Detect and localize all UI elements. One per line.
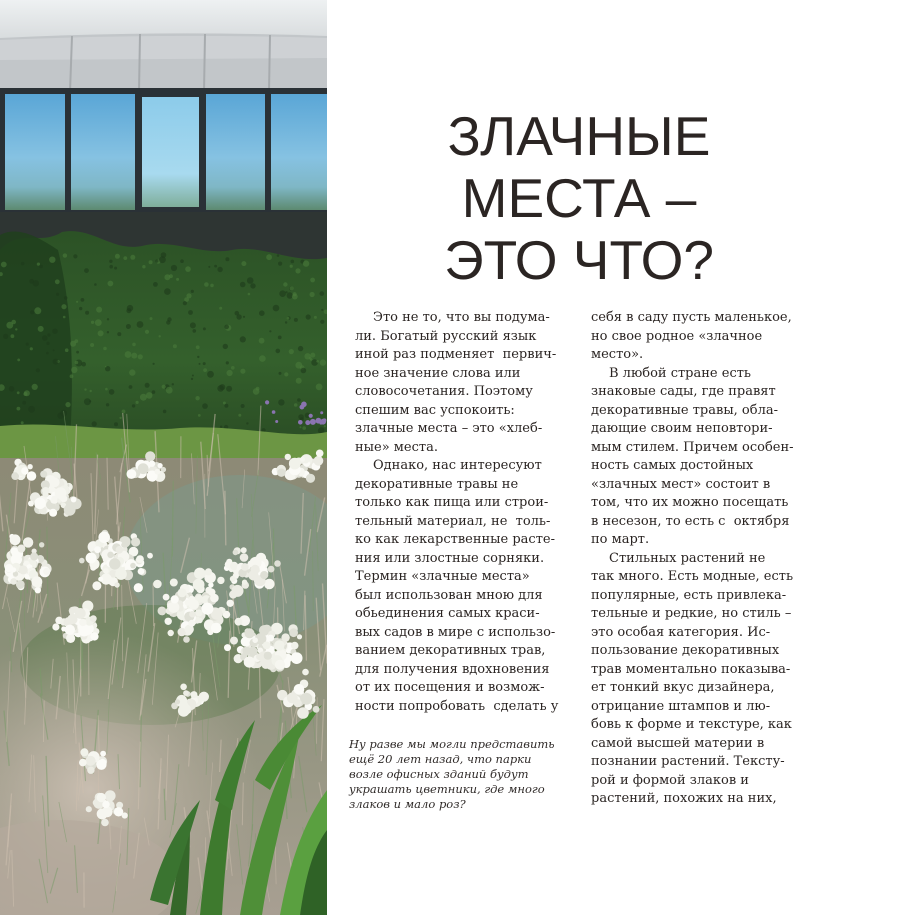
text-line: знаковые сады, где правят — [591, 384, 776, 399]
text-line: Это не то, что вы подума- — [373, 310, 550, 325]
meadow — [0, 406, 327, 915]
text-line: спешим вас успокоить: — [355, 402, 515, 418]
text-line: но свое родное «злачное — [591, 328, 763, 344]
text-line: это особая категория. Ис- — [591, 624, 771, 640]
text-line: был использован мною для — [355, 587, 543, 603]
text-line: самой высшей материи в — [591, 735, 765, 751]
text-line: ное значение слова или — [355, 365, 521, 381]
text-line: словосочетания. Поэтому — [355, 384, 533, 399]
text-column-left — [355, 309, 565, 716]
text-line: ещё 20 лет назад, что парки — [349, 752, 532, 766]
title-line: МЕСТА – — [461, 167, 697, 229]
text-line: популярные, есть привлека- — [591, 587, 787, 603]
title-line: ЗЛАЧНЫЕ — [447, 105, 711, 167]
text-line: рой и формой злаков и — [591, 772, 749, 788]
text-line: ко как лекарственные расте- — [355, 532, 555, 547]
text-line: возле офисных зданий будут — [349, 767, 529, 781]
text-line: Стильных растений не — [609, 550, 766, 566]
text-line: в несезон, то есть с октября — [591, 513, 790, 529]
text-line: украшать цветники, где много — [349, 782, 545, 796]
text-column-right — [591, 309, 813, 809]
text-line: обьединения самых краси- — [355, 606, 540, 621]
building — [0, 0, 327, 274]
text-line: познании растений. Тексту- — [591, 754, 785, 769]
text-line: Однако, нас интересуют — [373, 458, 542, 473]
text-line: мым стилем. Причем особен- — [591, 439, 794, 455]
text-line: В любой стране есть — [609, 365, 751, 381]
text-line: ванием декоративных трав, — [355, 643, 546, 658]
text-line: пользование декоративных — [591, 643, 780, 658]
text-line: отрицание штампов и лю- — [591, 698, 771, 714]
text-line: тельные и редкие, но стиль – — [591, 606, 792, 621]
text-line: иной раз подменяет первич- — [355, 347, 557, 362]
text-line: по март. — [591, 532, 650, 547]
text-line: бовь к форме и текстуре, как — [591, 717, 792, 732]
text-line: том, что их можно посещать — [591, 495, 789, 510]
photo-caption — [349, 737, 564, 812]
text-line: вых садов в мире с использо- — [355, 624, 556, 640]
text-line: место». — [591, 347, 644, 362]
text-line: злачные места – это «хлеб- — [355, 421, 543, 436]
text-line: дающие своим неповтори- — [591, 421, 773, 436]
text-line: ность самых достойных — [591, 458, 754, 473]
text-line: декоративные травы, обла- — [591, 402, 778, 418]
hedge — [0, 231, 327, 448]
text-line: ности попробовать сделать у — [355, 698, 559, 714]
paragraph — [591, 309, 813, 365]
text-line: ли. Богатый русский язык — [355, 328, 537, 344]
paragraph — [591, 550, 813, 809]
text-line: от их посещения и возмож- — [355, 680, 545, 695]
paragraph — [355, 309, 565, 457]
text-line: для получения вдохновения — [355, 661, 550, 677]
text-line: «злачных мест» состоит в — [591, 476, 771, 492]
text-line: Термин «злачные места» — [355, 569, 530, 584]
garden-photo — [0, 0, 327, 915]
text-line: ет тонкий вкус дизайнера, — [591, 680, 775, 695]
text-line: Ну разве мы могли представить — [349, 737, 555, 751]
text-line: растений, похожих на них, — [591, 791, 777, 806]
text-line: тельный материал, не толь- — [355, 513, 551, 529]
text-line: себя в саду пусть маленькое, — [591, 310, 792, 325]
paragraph — [591, 365, 813, 550]
text-line: так много. Есть модные, есть — [591, 569, 794, 584]
text-line: только как пища или строи- — [355, 495, 549, 510]
text-line: ные» места. — [355, 439, 438, 455]
text-line: ния или злостные сорняки. — [355, 550, 545, 566]
paragraph — [355, 457, 565, 716]
article-title — [429, 105, 729, 291]
text-line: злаков и мало роз? — [349, 797, 466, 811]
text-line: трав моментально показыва- — [591, 661, 791, 677]
title-line: ЭТО ЧТО? — [444, 229, 714, 291]
text-line: декоративные травы не — [355, 476, 519, 492]
